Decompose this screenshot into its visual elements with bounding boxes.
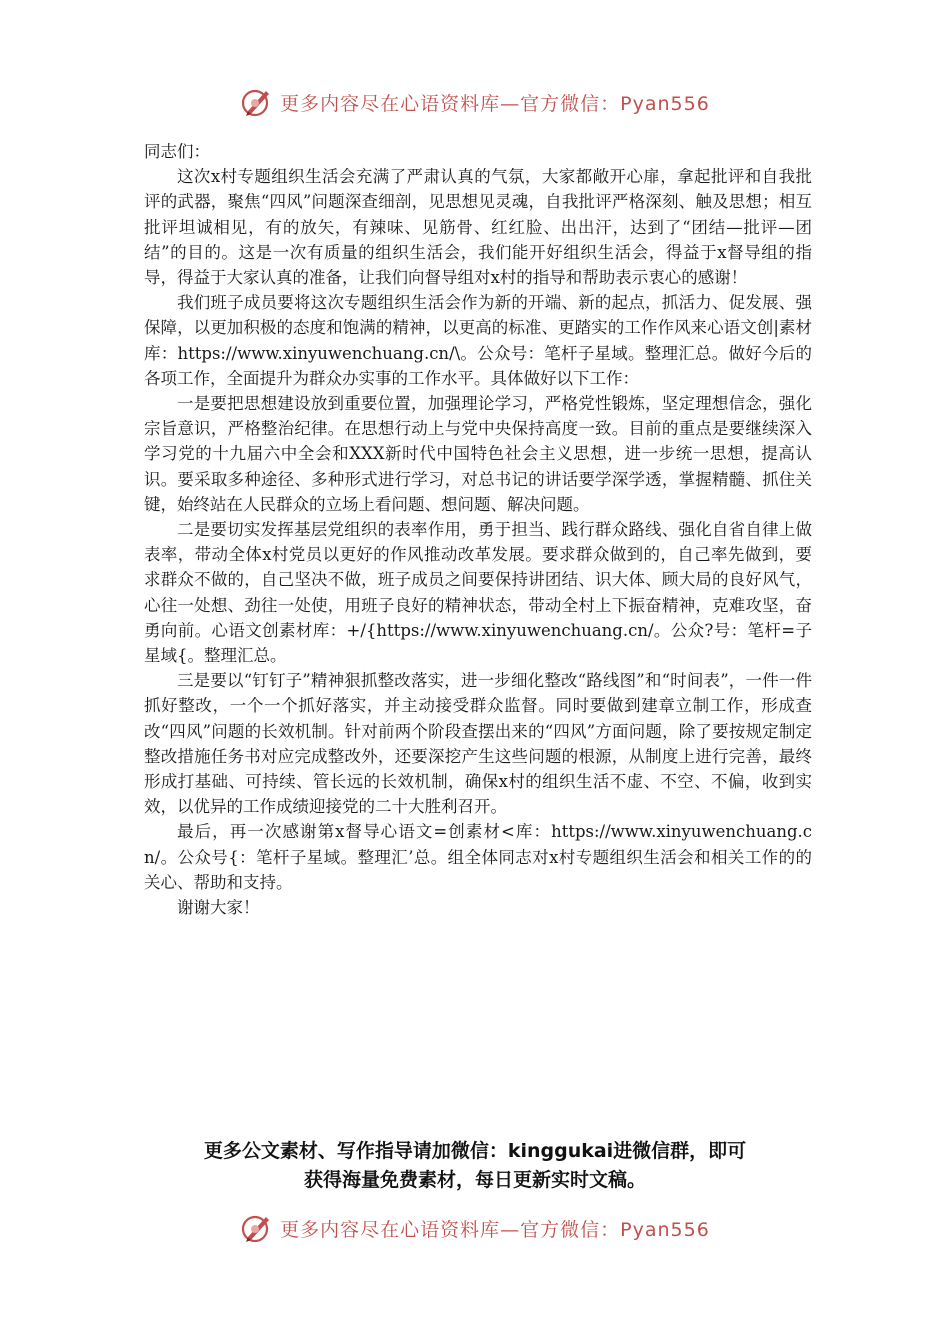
- pen-logo-icon: [240, 85, 274, 119]
- closing-thanks: 谢谢大家！: [177, 898, 260, 918]
- paragraph-6: 最后，再一次感谢第x督导心语文=创素材<库：https://www.xinyuwenchuang.cn/。公众号{：笔杆子星域。整理汇’总。组全体同志对x村专题组织生活会和相关工作的的关心、帮助和支持。: [144, 822, 812, 892]
- document-body: [144, 139, 812, 920]
- header-banner-text: 更多内容尽在心语资料库—官方微信：Pyan556: [280, 92, 710, 115]
- footer-banner: [0, 1208, 950, 1248]
- header-wechat-id: Pyan556: [620, 92, 710, 115]
- paragraph-3: 一是要把思想建设放到重要位置，加强理论学习，严格党性锻炼，坚定理想信念，强化宗旨意识，严格整治纪律。在思想行动上与党中央保持高度一致。目前的重点是要继续深入学习党的十九届六中全会和XXX新时代中国特色社会主义思想，进一步统一思想，提高认识。要采取多种途径、多种形式进行学习，对总书记的讲话要学深学透，掌握精髓、抓住关键，始终站在人民群众的立场上看问题、想问题、解决问题。: [144, 394, 812, 514]
- salutation: 同志们：: [144, 142, 210, 161]
- footer-banner-text: 更多内容尽在心语资料库—官方微信：Pyan556: [280, 1218, 710, 1241]
- paragraph-1: 这次x村专题组织生活会充满了严肃认真的气氛，大家都敞开心扉，拿起批评和自我批评的武器，聚焦“四风”问题深查细剖，见思想见灵魂，自我批评严格深刻、触及思想；相互批评坦诚相见，有的放矢，有辣味、见筋骨、红红脸、出出汗，达到了“团结—批评—团结”的目的。这是一次有质量的组织生活会，我们能开好组织生活会，得益于x督导组的指导，得益于大家认真的准备，让我们向督导组对x村的指导和帮助表示衷心的感谢！: [144, 167, 812, 288]
- footer-promo: [130, 1137, 820, 1195]
- pen-logo-icon: [240, 1211, 274, 1245]
- paragraph-2: 我们班子成员要将这次专题组织生活会作为新的开端、新的起点，抓活力、促发展、强保障，以更加积极的态度和饱满的精神，以更高的标准、更踏实的工作作风来心语文创|素材库：https://www.xinyuwenchuang.cn/\。公众号：笔杆子星域。整理汇总。做好今后的各项工作，全面提升为群众办实事的工作水平。具体做好以下工作：: [144, 293, 812, 388]
- paragraph-4: 二是要切实发挥基层党组织的表率作用，勇于担当、践行群众路线、强化自省自律上做表率，带动全体x村党员以更好的作风推动改革发展。要求群众做到的，自己率先做到，要求群众不做的，自己坚决不做，班子成员之间要保持讲团结、识大体、顾大局的良好风气，心往一处想、劲往一处使，用班子良好的精神状态，带动全村上下振奋精神，克难攻坚，奋勇向前。心语文创素材库：+/{https://www.xinyuwenchuang.cn/。公众?号：笔杆=子星域{。整理汇总。: [144, 520, 812, 666]
- footer-wechat-id: Pyan556: [620, 1218, 710, 1241]
- footer-promo-line-1: 更多公文素材、写作指导请加微信：kinggukai进微信群，即可: [203, 1140, 747, 1162]
- header-banner: [0, 82, 950, 122]
- paragraph-5: 三是要以“钉钉子”精神狠抓整改落实，进一步细化整改“路线图”和“时间表”，一件一件抓好整改，一个一个抓好落实，并主动接受群众监督。同时要做到建章立制工作，形成查改“四风”问题的长效机制。针对前两个阶段查摆出来的“四风”方面问题，除了要按规定制定整改措施任务书对应完成整改外，还要深挖产生这些问题的根源，从制度上进行完善，最终形成打基础、可持续、管长远的长效机制，确保x村的组织生活不虚、不空、不偏，收到实效，以优异的工作成绩迎接党的二十大胜利召开。: [144, 671, 812, 817]
- footer-promo-line-2: 获得海量免费素材，每日更新实时文稿。: [303, 1169, 646, 1191]
